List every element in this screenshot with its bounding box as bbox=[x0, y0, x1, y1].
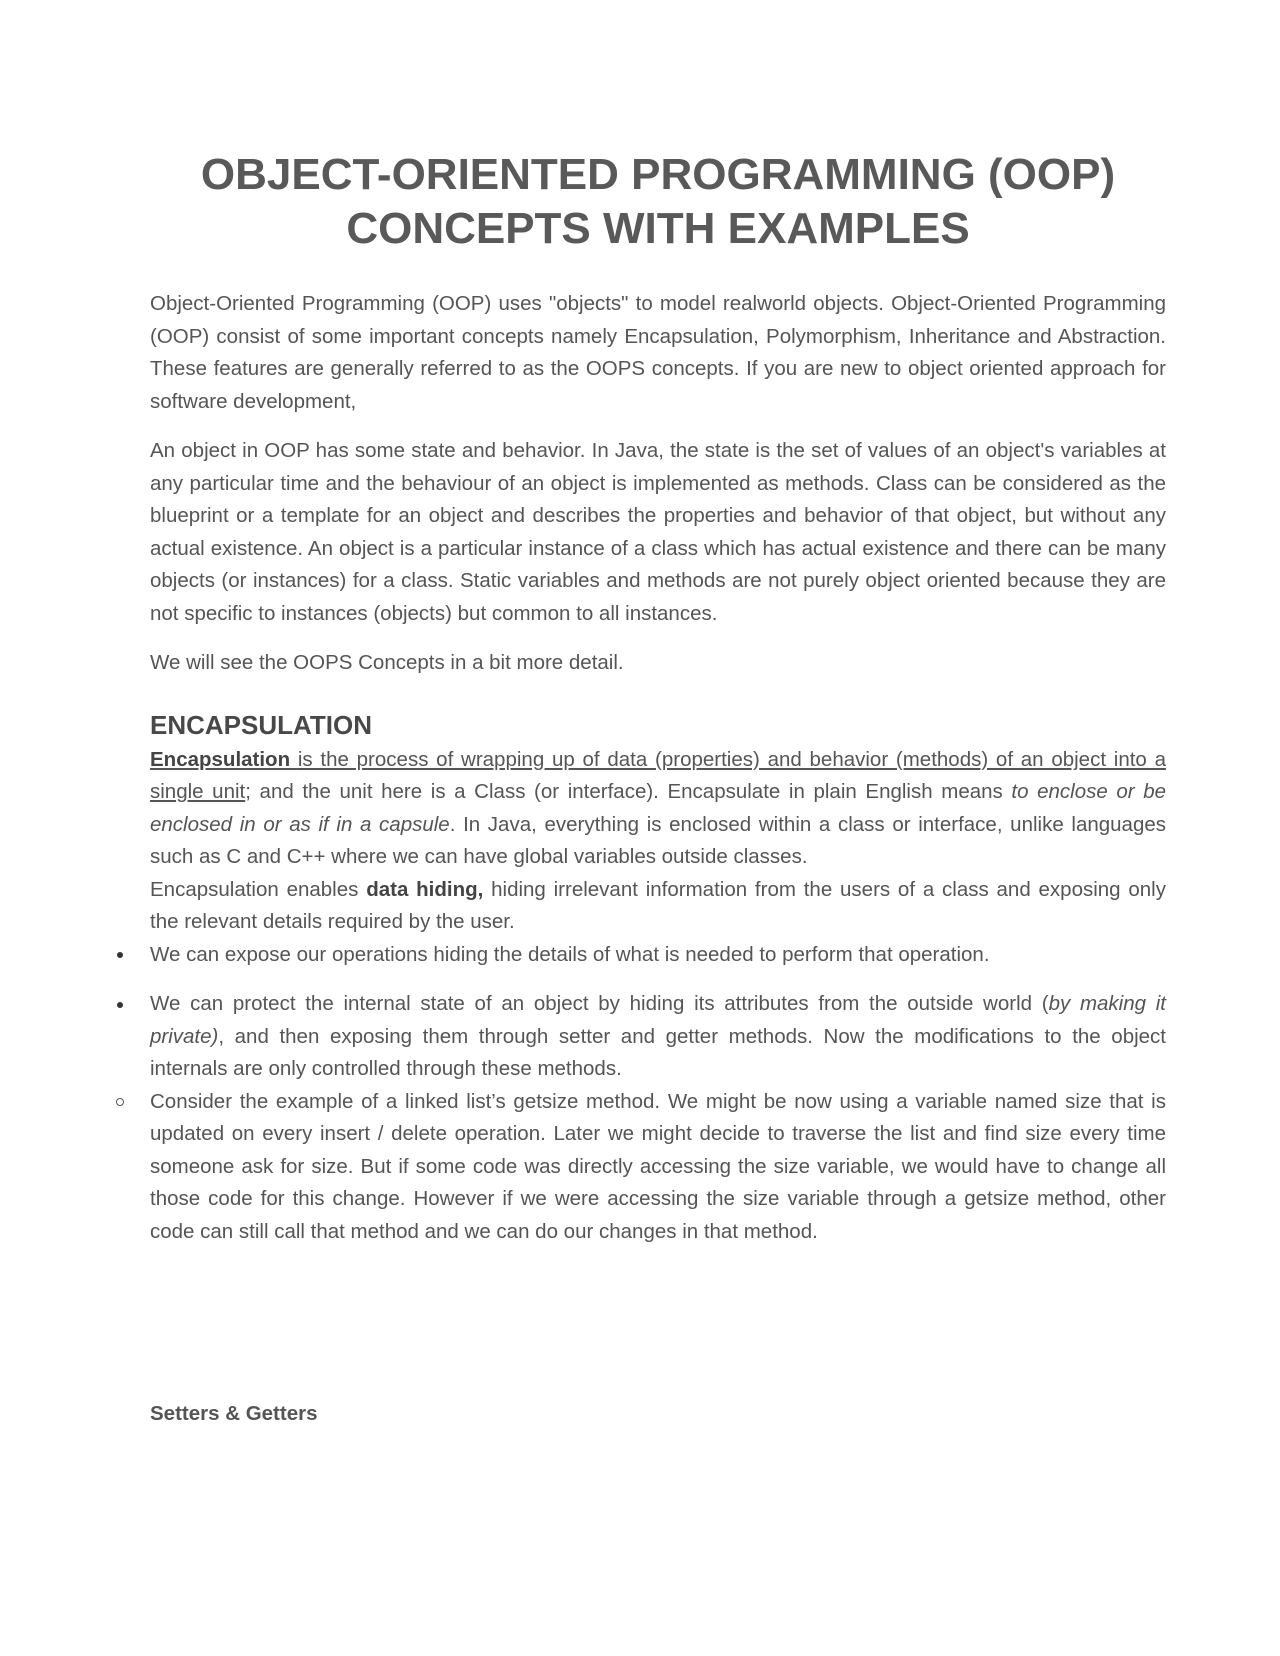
bullet-dot-icon bbox=[113, 939, 127, 972]
title-line-2: CONCEPTS WITH EXAMPLES bbox=[346, 204, 970, 253]
title-line-1: OBJECT-ORIENTED PROGRAMMING (OOP) bbox=[200, 150, 1116, 199]
encapsulation-def-tail: . In Java, everything is enclosed within a class or interface, unlike languages such as C and C++ where we can have global variables outside classes. bbox=[150, 812, 1167, 868]
bullet-2-start: We can protect the internal state of an object by hiding its attributes from the outside world ( bbox=[150, 992, 1049, 1015]
encapsulation-def-underlined: is the process of wrapping up of data (properties) and behavior (methods) of an object into a single unit bbox=[150, 747, 1166, 803]
detail-paragraph: We will see the OOPS Concepts in a bit more detail. bbox=[150, 651, 624, 674]
encapsulation-def-rest: ; and the unit here is a Class (or interface). Encapsulate in plain English means bbox=[245, 780, 1012, 803]
setters-getters-heading: Setters & Getters bbox=[150, 1402, 318, 1425]
intro-paragraph: Object-Oriented Programming (OOP) uses "objects" to model realworld objects. Object-Oriented Programming (OOP) consist of some important concepts namely Encapsulation, Polymorphism, Inheritance and Abstraction. These features are generally referred to as the OOPS concepts. If you are new to object oriented approach for software development, bbox=[150, 292, 1166, 413]
bullet-1-text: We can expose our operations hiding the details of what is needed to perform that operation. bbox=[150, 942, 990, 966]
list-item bbox=[150, 1086, 1166, 1249]
list-item bbox=[150, 988, 1166, 1086]
data-hiding-rest: hiding irrelevant information from the users of a class and exposing only the relevant details required by the user. bbox=[150, 877, 1166, 933]
bullet-2-text bbox=[150, 988, 1166, 1086]
data-hiding-bold: data hiding, bbox=[366, 877, 484, 901]
encapsulation-term: Encapsulation bbox=[150, 747, 298, 771]
encapsulation-definition bbox=[150, 744, 1166, 874]
document-title bbox=[150, 148, 1166, 256]
bullet-2-end: , and then exposing them through setter and getter methods. Now the modifications to the object internals are only controlled through these methods. bbox=[150, 1024, 1166, 1080]
encapsulation-def-italic: to enclose or be enclosed in or as if in a capsule bbox=[150, 780, 1167, 836]
document-page bbox=[150, 148, 1166, 1248]
sub-bullet-text: Consider the example of a linked list’s getsize method. We might be now using a variable named size that is updated on every insert / delete operation. Later we might decide to traverse the list and find size every time someone ask for size. But if some code was directly accessing the size variable, we would have to change all those code for this change. However if we were accessing the size variable through a getsize method, other code can still call that method and we can do our changes in that method. bbox=[150, 1089, 1166, 1243]
bullet-circle-icon bbox=[113, 1086, 127, 1119]
bullet-dot-icon bbox=[113, 988, 127, 1021]
data-hiding-paragraph bbox=[150, 874, 1166, 939]
bullet-2-italic: by making it private) bbox=[150, 992, 1166, 1048]
data-hiding-prefix: Encapsulation enables bbox=[150, 877, 367, 901]
object-paragraph: An object in OOP has some state and behavior. In Java, the state is the set of values of an object's variables at any particular time and the behaviour of an object is implemented as methods. Class can be considered as the blueprint or a template for an object and describes the properties and behavior of that object, but without any actual existence. An object is a particular instance of a class which has actual existence and there can be many objects (or instances) for a class. Static variables and methods are not purely object oriented because they are not specific to instances (objects) but common to all instances. bbox=[150, 439, 1166, 625]
list-item bbox=[150, 939, 1166, 972]
encapsulation-heading: ENCAPSULATION bbox=[150, 709, 372, 740]
